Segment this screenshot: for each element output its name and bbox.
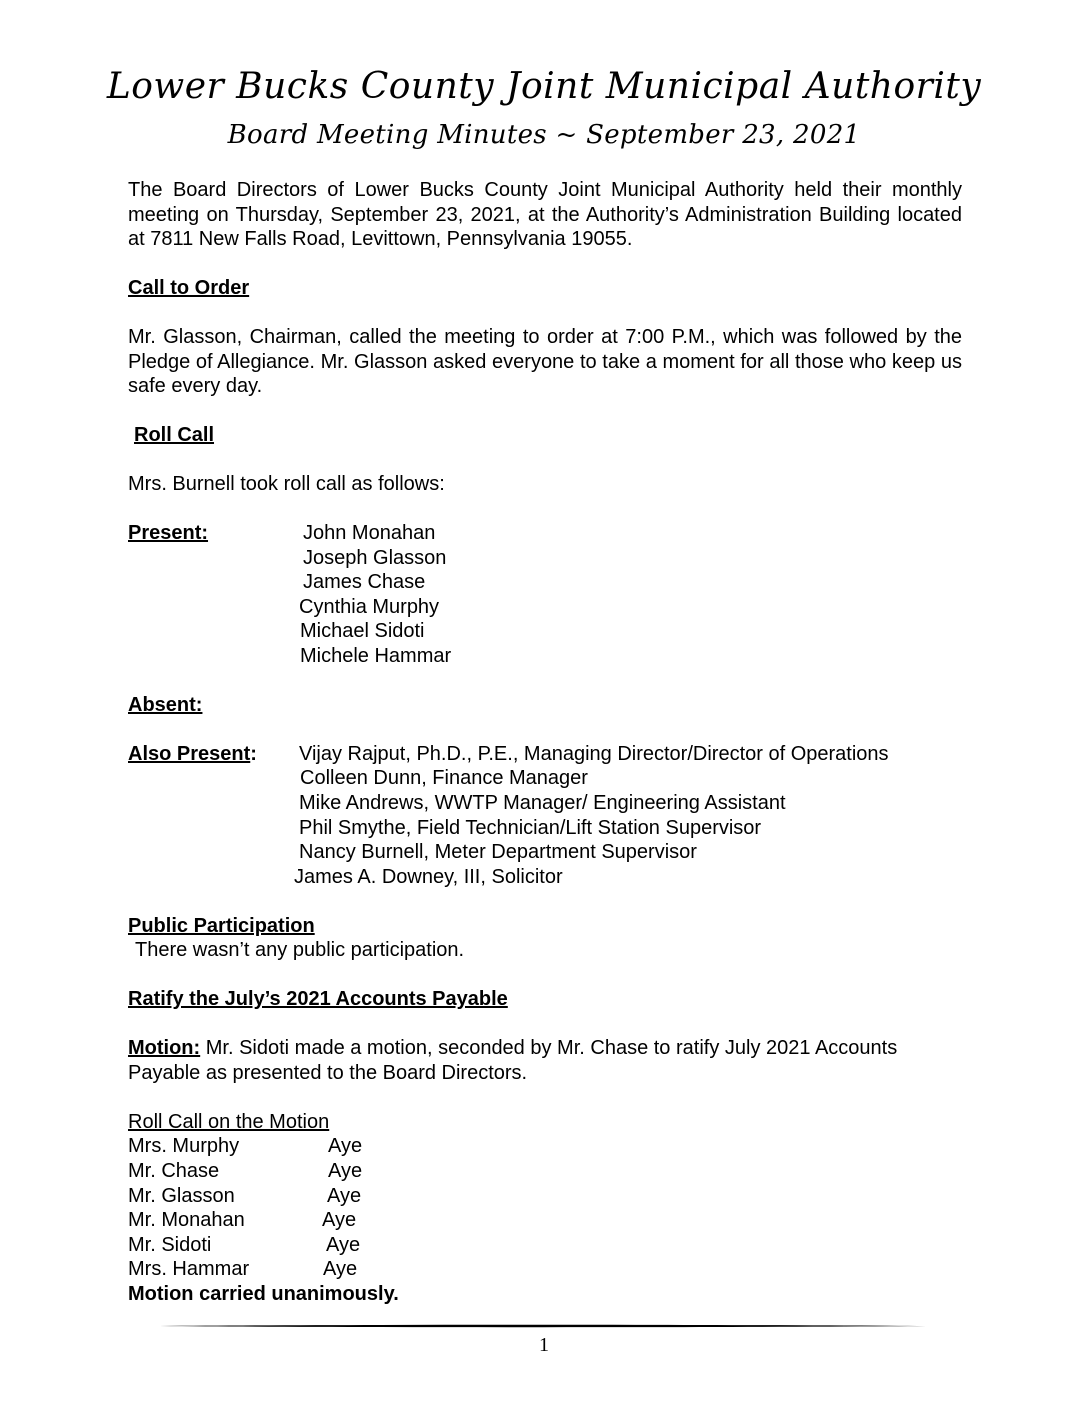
absent-label: Absent: bbox=[128, 694, 203, 716]
vote-name: Mr. Chase bbox=[128, 1160, 220, 1182]
ratify-heading: Ratify the July’s 2021 Accounts Payable bbox=[128, 988, 508, 1010]
staff-member: Nancy Burnell, Meter Department Supervisor bbox=[299, 841, 697, 863]
vote-name: Mr. Glasson bbox=[128, 1185, 235, 1207]
call-to-order-heading: Call to Order bbox=[128, 277, 250, 299]
vote-name: Mr. Sidoti bbox=[128, 1234, 212, 1256]
vote-name: Mr. Monahan bbox=[128, 1209, 245, 1231]
motion-text: Mr. Sidoti made a motion, seconded by Mr. Chase to ratify July 2021 Accounts bbox=[200, 1037, 898, 1059]
vote-value: Aye bbox=[326, 1234, 361, 1256]
vote-value: Aye bbox=[328, 1135, 363, 1157]
organization-title: Lower Bucks County Joint Municipal Authority bbox=[106, 66, 982, 107]
present-member: Michele Hammar bbox=[300, 645, 452, 667]
intro-paragraph: The Board Directors of Lower Bucks County Joint Municipal Authority held their monthly meeting on Thursday, September 23, 2021, at the Authority’s Administration Building located at 7811 New Falls Road, Levittown, Pennsylvania 19055. bbox=[128, 179, 962, 251]
also-present-label bbox=[128, 742, 257, 767]
public-participation-heading: Public Participation bbox=[128, 915, 315, 937]
staff-member: James A. Downey, III, Solicitor bbox=[294, 866, 563, 888]
present-member: James Chase bbox=[303, 571, 426, 593]
page-number: 1 bbox=[539, 1334, 549, 1356]
present-label: Present: bbox=[128, 522, 209, 544]
motion-line-2: Payable as presented to the Board Directors. bbox=[128, 1062, 528, 1084]
present-member: John Monahan bbox=[303, 522, 436, 544]
meeting-subtitle: Board Meeting Minutes ~ September 23, 2021 bbox=[227, 120, 861, 150]
motion-result: Motion carried unanimously. bbox=[128, 1283, 399, 1305]
vote-value: Aye bbox=[322, 1209, 357, 1231]
vote-value: Aye bbox=[327, 1185, 362, 1207]
public-participation-text: There wasn’t any public participation. bbox=[135, 939, 465, 961]
motion-line-1 bbox=[128, 1036, 897, 1061]
present-member: Joseph Glasson bbox=[303, 547, 447, 569]
vote-value: Aye bbox=[323, 1258, 358, 1280]
staff-member: Vijay Rajput, Ph.D., P.E., Managing Director/Director of Operations bbox=[299, 743, 889, 765]
motion-label: Motion: bbox=[128, 1037, 201, 1059]
staff-member: Mike Andrews, WWTP Manager/ Engineering Assistant bbox=[299, 792, 786, 814]
also-present-colon: : bbox=[250, 743, 257, 765]
call-to-order-paragraph: Mr. Glasson, Chairman, called the meeting to order at 7:00 P.M., which was followed by the Pledge of Allegiance. Mr. Glasson asked everyone to take a moment for all those who keep us safe every day. bbox=[128, 326, 962, 398]
vote-value: Aye bbox=[328, 1160, 363, 1182]
vote-name: Mrs. Hammar bbox=[128, 1258, 250, 1280]
present-member: Cynthia Murphy bbox=[299, 596, 440, 618]
roll-call-intro: Mrs. Burnell took roll call as follows: bbox=[128, 473, 445, 495]
roll-call-on-motion-heading: Roll Call on the Motion bbox=[128, 1111, 330, 1133]
present-member: Michael Sidoti bbox=[300, 620, 425, 642]
roll-call-heading: Roll Call bbox=[134, 424, 215, 446]
also-present-label-text: Also Present bbox=[128, 743, 251, 765]
footer-divider bbox=[160, 1323, 926, 1329]
staff-member: Colleen Dunn, Finance Manager bbox=[300, 767, 588, 789]
vote-name: Mrs. Murphy bbox=[128, 1135, 240, 1157]
staff-member: Phil Smythe, Field Technician/Lift Station Supervisor bbox=[299, 817, 762, 839]
